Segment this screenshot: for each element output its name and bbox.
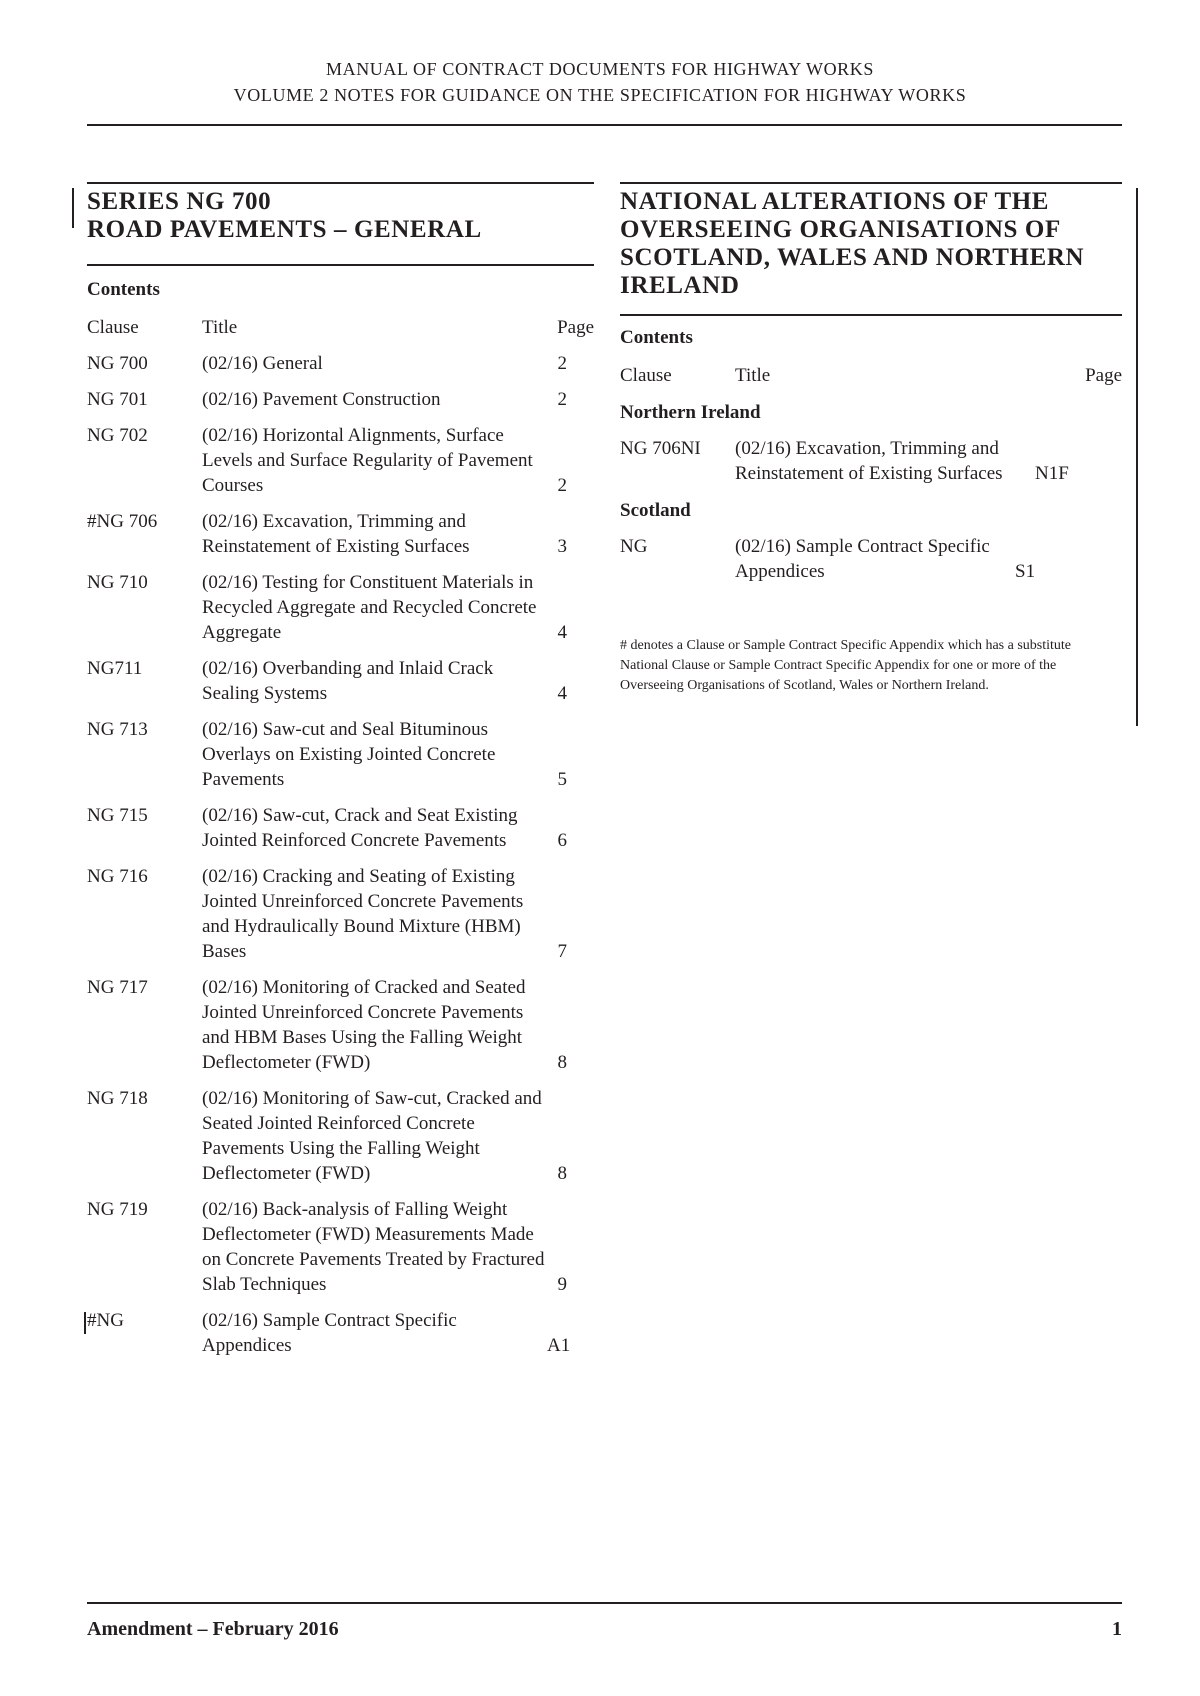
entry-title: (02/16) Pavement Construction [202, 389, 441, 410]
entry-clause: NG 718 [87, 1088, 148, 1109]
entry-page: 8 [557, 1052, 567, 1073]
entry-clause: NG 713 [87, 719, 148, 740]
entry-title: (02/16) Sample Contract Specific Appendices [735, 536, 990, 582]
entry-clause: NG 716 [87, 866, 148, 887]
contents-label: Contents [87, 279, 160, 300]
header-line-2: VOLUME 2 NOTES FOR GUIDANCE ON THE SPECIFICATION FOR HIGHWAY WORKS [233, 85, 967, 105]
contents-entry [87, 570, 594, 645]
entry-page: 4 [557, 683, 567, 704]
entry-clause: NG 706NI [620, 438, 701, 459]
entry-page: 7 [557, 941, 567, 962]
entry-clause: NG 702 [87, 425, 148, 446]
change-bar-right [1136, 188, 1138, 726]
change-bar-left-top [72, 188, 74, 228]
national-column-header-page: Page [1085, 365, 1122, 386]
left-top-rule [87, 182, 594, 184]
national-heading-line-1: NATIONAL ALTERATIONS OF THE [620, 188, 1050, 215]
contents-entry [87, 1197, 594, 1297]
national-alterations-heading [620, 188, 1122, 300]
contents-list [87, 351, 594, 1358]
entry-title: (02/16) Testing for Constituent Materials in Recycled Aggregate and Recycled Concrete Aggregate [202, 572, 537, 643]
national-heading-line-2: OVERSEEING ORGANISATIONS OF [620, 216, 1061, 243]
entry-clause: NG 719 [87, 1199, 148, 1220]
contents-entry [87, 717, 594, 792]
contents-entry [87, 423, 594, 498]
contents-entry [87, 864, 594, 964]
entry-title: (02/16) Horizontal Alignments, Surface Levels and Surface Regularity of Pavement Courses [202, 425, 533, 496]
contents-entry [87, 656, 594, 706]
entry-page: 2 [557, 475, 567, 496]
contents-entry [87, 1086, 594, 1186]
contents-entry [87, 387, 594, 412]
contents-entry [87, 803, 594, 853]
header-rule [87, 124, 1122, 126]
entry-clause: NG 717 [87, 977, 148, 998]
column-header-title: Title [202, 317, 238, 338]
entry-title: (02/16) Back-analysis of Falling Weight Deflectometer (FWD) Measurements Made on Concrete Pavements Treated by Fractured Slab Techniques [202, 1199, 545, 1295]
national-contents-label: Contents [620, 327, 693, 348]
contents-entry [87, 1308, 594, 1358]
footnote: # denotes a Clause or Sample Contract Specific Appendix which has a substitute National Clause or Sample Contract Specific Appendix for one or more of the Overseeing Organisations of Scotland, Wales or Northern Ireland. [620, 638, 1072, 693]
change-bar-left-bottom [84, 1312, 86, 1334]
entry-clause: NG 715 [87, 805, 148, 826]
entry-title: (02/16) General [202, 353, 323, 374]
entry-title: (02/16) Saw-cut and Seal Bituminous Overlays on Existing Jointed Concrete Pavements [202, 719, 496, 790]
right-top-rule [620, 182, 1122, 184]
national-alterations-column [620, 188, 1122, 696]
entry-page: S1 [1015, 561, 1036, 582]
entry-title: (02/16) Excavation, Trimming and Reinstatement of Existing Surfaces [202, 511, 470, 557]
entry-clause: #NG [87, 1310, 124, 1331]
entry-page: 5 [557, 769, 567, 790]
entry-title: (02/16) Sample Contract Specific Appendices [202, 1310, 457, 1356]
document-header [0, 56, 1200, 108]
entry-title: (02/16) Monitoring of Saw-cut, Cracked and Seated Jointed Reinforced Concrete Pavements Using the Falling Weight Deflectometer (FWD) [202, 1088, 542, 1184]
national-column-header-title: Title [735, 365, 771, 386]
series-heading [87, 188, 594, 244]
entry-title: (02/16) Saw-cut, Crack and Seat Existing Jointed Reinforced Concrete Pavements [202, 805, 518, 851]
entry-title: (02/16) Monitoring of Cracked and Seated Jointed Unreinforced Concrete Pavements and HBM Bases Using the Falling Weight Deflectometer (FWD) [202, 977, 526, 1073]
entry-clause: #NG 706 [87, 511, 158, 532]
national-heading-line-4: IRELAND [620, 272, 740, 299]
contents-entry [87, 975, 594, 1075]
entry-clause: NG [620, 536, 648, 557]
entry-page: 2 [557, 389, 567, 410]
national-column-headers [620, 363, 1122, 388]
contents-entry [87, 509, 594, 559]
scotland-label: Scotland [620, 500, 691, 521]
national-column-header-clause: Clause [620, 365, 672, 386]
page-number: 1 [1112, 1618, 1122, 1640]
header-line-1: MANUAL OF CONTRACT DOCUMENTS FOR HIGHWAY WORKS [326, 59, 874, 79]
national-heading-rule [620, 314, 1122, 316]
entry-title: (02/16) Excavation, Trimming and Reinstatement of Existing Surfaces [735, 438, 1003, 484]
contents-column-headers [87, 315, 594, 340]
entry-page: 3 [557, 536, 567, 557]
series-heading-line-1: SERIES NG 700 [87, 188, 272, 215]
amendment-date: Amendment – February 2016 [87, 1618, 339, 1640]
northern-ireland-entry [620, 436, 1122, 486]
entry-page: 8 [557, 1163, 567, 1184]
entry-page: 6 [557, 830, 567, 851]
entry-page: 4 [557, 622, 567, 643]
entry-clause: NG711 [87, 658, 143, 679]
entry-page: 2 [557, 353, 567, 374]
entry-clause: NG 700 [87, 353, 148, 374]
series-ng700-column [87, 188, 594, 1358]
entry-title: (02/16) Overbanding and Inlaid Crack Sealing Systems [202, 658, 494, 704]
series-heading-line-2: ROAD PAVEMENTS – GENERAL [87, 216, 482, 243]
entry-page: 9 [557, 1274, 567, 1295]
northern-ireland-label: Northern Ireland [620, 402, 761, 423]
entry-clause: NG 701 [87, 389, 148, 410]
column-header-page: Page [557, 317, 594, 338]
contents-entry [87, 351, 594, 376]
scotland-entry [620, 534, 1122, 584]
entry-clause: NG 710 [87, 572, 148, 593]
footer-rule [87, 1602, 1122, 1604]
column-header-clause: Clause [87, 317, 139, 338]
entry-page: N1F [1035, 463, 1069, 484]
national-heading-line-3: SCOTLAND, WALES AND NORTHERN [620, 244, 1085, 271]
entry-title: (02/16) Cracking and Seating of Existing Jointed Unreinforced Concrete Pavements and Hydraulically Bound Mixture (HBM) Bases [202, 866, 524, 962]
entry-page: A1 [547, 1335, 571, 1356]
